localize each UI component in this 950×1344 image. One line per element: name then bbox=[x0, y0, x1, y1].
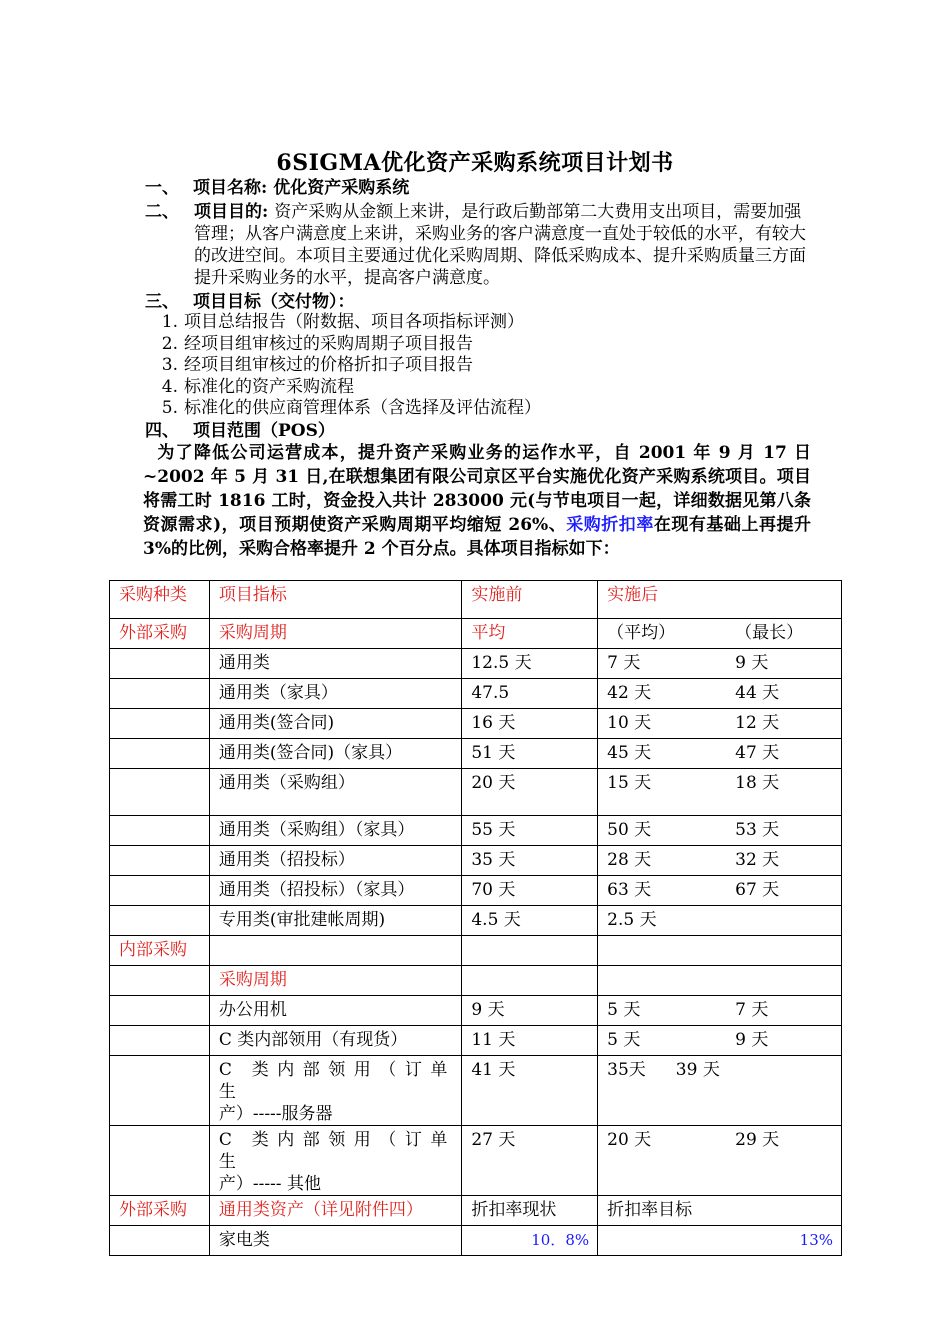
col-header-category: 采购种类 bbox=[110, 581, 210, 619]
table-row: 采购周期 bbox=[110, 966, 842, 996]
section-number: 二、 bbox=[145, 202, 179, 222]
table-row: 家电类 10．8% 13% bbox=[110, 1226, 842, 1256]
list-item: 1. 项目总结报告（附数据、项目各项指标评测） bbox=[161, 312, 524, 332]
table-row: 通用类（家具） 47.5 42 天 44 天 bbox=[110, 679, 842, 709]
table-row: C 类内部领用（有现货） 11 天 5 天 9 天 bbox=[110, 1026, 842, 1056]
table-row: 通用类（招投标）（家具） 70 天 63 天 67 天 bbox=[110, 876, 842, 906]
table-row: 专用类(审批建帐周期) 4.5 天 2.5 天 bbox=[110, 906, 842, 936]
table-row: 通用类（招投标） 35 天 28 天 32 天 bbox=[110, 846, 842, 876]
table-row: 通用类（采购组）（家具） 55 天 50 天 53 天 bbox=[110, 816, 842, 846]
list-item: 4. 标准化的资产采购流程 bbox=[161, 376, 354, 397]
table-row: 通用类 12.5 天 7 天 9 天 bbox=[110, 649, 842, 679]
table-row: 办公用机 9 天 5 天 7 天 bbox=[110, 996, 842, 1026]
project-metrics-table bbox=[109, 580, 842, 1256]
table-row: 通用类(签合同)（家具） 51 天 45 天 47 天 bbox=[110, 739, 842, 769]
goal-heading: 项目目标（交付物）： bbox=[193, 292, 355, 312]
section-number: 一、 bbox=[145, 178, 179, 198]
page-title: 6SIGMA优化资产采购系统项目计划书 bbox=[276, 150, 674, 176]
scope-paragraph: 为了降低公司运营成本，提升资产采购业务的运作水平，自 2001 年 9 月 17 日 ~2002 年 5 月 31 日,在联想集团有限公司京区平台实施优化资产采购系统项目。项目将需工时 1816 工时，资金投入共计 283000 元(与节电项目一起，详细数据见第八条资源需求)，项目预期使资产采购周期平均缩短 26%、采购折扣率在现有基础上再提升 3%的比例，采购合格率提升 2 个百分点。具体项目指标如下： bbox=[143, 443, 812, 559]
section-4 bbox=[145, 420, 335, 442]
table-row: 通用类(签合同) 16 天 10 天 12 天 bbox=[110, 709, 842, 739]
table-header-row bbox=[110, 581, 842, 619]
list-item: 2. 经项目组审核过的采购周期子项目报告 bbox=[161, 333, 473, 354]
discount-rate-link[interactable]: 采购折扣率 bbox=[566, 515, 654, 535]
table-row: 通用类（采购组） 20 天 15 天 18 天 bbox=[110, 769, 842, 816]
table-row: 外部采购 通用类资产（详见附件四） 折扣率现状 折扣率目标 bbox=[110, 1196, 842, 1226]
project-purpose bbox=[194, 201, 810, 289]
table-row: C 类内部领用（订单生 产）----- 其他 27 天 20 天 29 天 bbox=[110, 1126, 842, 1196]
table-row: 内部采购 bbox=[110, 936, 842, 966]
project-name: 项目名称: 优化资产采购系统 bbox=[193, 178, 410, 198]
purpose-text: 资产采购从金额上来讲，是行政后勤部第二大费用支出项目，需要加强管理；从客户满意度上来讲，采购业务的客户满意度一直处于较低的水平，有较大的改进空间。本项目主要通过优化采购周期、降低采购成本、提升采购质量三方面提升采购业务的水平，提高客户满意度。 bbox=[194, 202, 806, 288]
section-1 bbox=[145, 177, 409, 199]
table-row: 外部采购 采购周期 平均 （平均） （最长） bbox=[110, 619, 842, 649]
deliverables-list bbox=[150, 312, 541, 420]
col-header-after: 实施后 bbox=[598, 581, 842, 619]
section-number: 四、 bbox=[145, 421, 179, 441]
purpose-heading: 项目目的: bbox=[194, 202, 275, 222]
col-header-before: 实施前 bbox=[462, 581, 598, 619]
scope-heading: 项目范围（POS） bbox=[193, 421, 335, 441]
list-item: 5. 标准化的供应商管理体系（含选择及评估流程） bbox=[161, 398, 541, 418]
section-2-number bbox=[145, 201, 193, 223]
section-number: 三、 bbox=[145, 292, 179, 312]
col-header-metric: 项目指标 bbox=[209, 581, 462, 619]
section-3 bbox=[145, 291, 355, 313]
table-row: C 类内部领用（订单生 产）-----服务器 41 天 35天 39 天 bbox=[110, 1056, 842, 1126]
list-item: 3. 经项目组审核过的价格折扣子项目报告 bbox=[161, 355, 473, 375]
